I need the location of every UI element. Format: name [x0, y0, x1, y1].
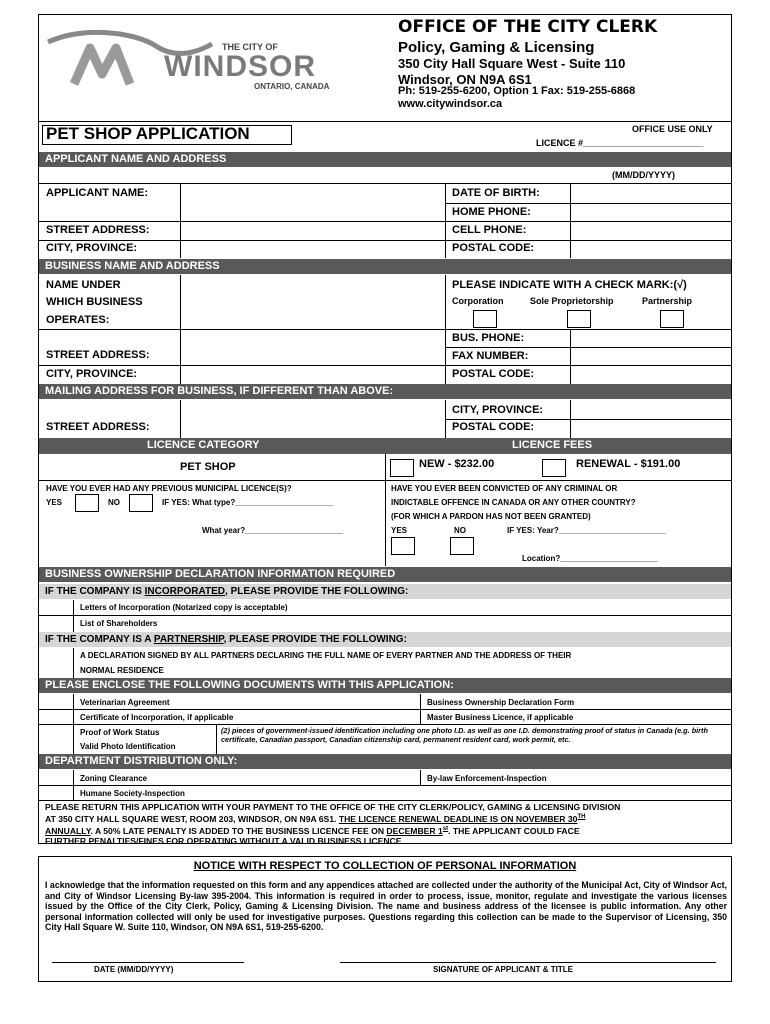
business-name-label-3: OPERATES: — [46, 314, 110, 326]
return-line-2b: THE LICENCE RENEWAL DEADLINE IS ON NOVEMBER 30 — [338, 813, 578, 824]
partnership-item-line-1: A DECLARATION SIGNED BY ALL PARTNERS DECLARING THE FULL NAME OF EVERY PARTNER AND THE ADDRESS OF THEIR — [80, 651, 572, 660]
licence-number-field[interactable]: LICENCE #________________________ — [536, 138, 704, 148]
return-line-2a: AT 350 CITY HALL SQUARE WEST, ROOM 203, WINDSOR, ON N9A 6S1. — [45, 813, 339, 824]
licence-category-heading: LICENCE CATEGORY — [147, 439, 260, 451]
criminal-year-field[interactable]: IF YES: Year?________________________ — [507, 526, 666, 535]
date-signature-input[interactable] — [52, 946, 244, 962]
licence-category-value: PET SHOP — [180, 461, 236, 473]
previous-licence-no-label: NO — [108, 498, 120, 507]
licence-header-bar — [39, 438, 731, 454]
criminal-yes-label: YES — [391, 526, 408, 535]
criminal-no-checkbox[interactable] — [450, 537, 474, 555]
return-line-3a: ANNUALLY — [45, 825, 91, 836]
section-mailing: MAILING ADDRESS FOR BUSINESS, IF DIFFERENT THAN ABOVE: — [39, 384, 731, 399]
business-name-label-2: WHICH BUSINESS — [46, 296, 143, 308]
renewal-fee-checkbox[interactable] — [542, 459, 566, 477]
business-city-input[interactable] — [181, 366, 444, 383]
partnership-heading-word: PARTNERSHIP — [153, 634, 224, 645]
criminal-question-line-2: INDICTABLE OFFENCE IN CANADA OR ANY OTHER COUNTRY? — [391, 498, 636, 507]
previous-licence-yes-label: YES — [46, 498, 63, 507]
section-ownership: BUSINESS OWNERSHIP DECLARATION INFORMATION REQUIRED — [39, 567, 731, 582]
previous-licence-year-field[interactable]: What year?______________________ — [202, 526, 344, 535]
return-line-3-sup: st — [442, 825, 449, 832]
mailing-postal-label: POSTAL CODE: — [452, 421, 535, 433]
return-line-1: PLEASE RETURN THIS APPLICATION WITH YOUR PAYMENT TO THE OFFICE OF THE CITY CLERK/POLICY, GAMING & LICENSING DIVISION — [45, 802, 621, 812]
business-city-label: CITY, PROVINCE: — [46, 368, 138, 380]
previous-licence-yes-checkbox[interactable] — [75, 494, 99, 512]
date-format-hint: (MM/DD/YYYY) — [612, 170, 675, 180]
sole-proprietorship-checkbox[interactable] — [567, 310, 591, 328]
business-postal-input[interactable] — [571, 366, 730, 383]
city-logo — [44, 24, 354, 94]
business-name-input[interactable] — [181, 276, 444, 328]
new-fee-label: NEW - $232.00 — [419, 458, 495, 470]
return-line-3b: . A 50% LATE PENALTY IS ADDED TO THE BUSINESS LICENCE FEE ON — [90, 825, 387, 836]
applicant-street-label: STREET ADDRESS: — [46, 224, 150, 236]
fax-label: FAX NUMBER: — [452, 350, 529, 362]
section-business: BUSINESS NAME AND ADDRESS — [39, 259, 731, 274]
mailing-street-label: STREET ADDRESS: — [46, 421, 150, 433]
form-title: PET SHOP APPLICATION — [46, 124, 250, 143]
criminal-location-field[interactable]: Location?______________________ — [522, 554, 659, 563]
business-street-input[interactable] — [181, 330, 444, 364]
header-dept: Policy, Gaming & Licensing — [398, 39, 595, 56]
partnership-heading — [39, 632, 731, 647]
check-mark-instruction: PLEASE INDICATE WITH A CHECK MARK:(√) — [452, 279, 687, 291]
licence-fees-heading: LICENCE FEES — [512, 439, 593, 451]
return-notice — [45, 802, 729, 846]
applicant-city-label: CITY, PROVINCE: — [46, 242, 138, 254]
doc-id-note: (2) pieces of government-issued identification including one photo I.D. as well as one I.D. demonstrating proof of status in Canada (e.g. birth certificate, Canadian passport, Canadian citizenship card, permanent resident card, work permit, etc. — [221, 726, 708, 744]
return-line-3 — [45, 824, 729, 836]
dist-bylaw: By-law Enforcement-Inspection — [427, 774, 547, 783]
header-phone: Ph: 519-255-6200, Option 1 Fax: 519-255-6868 — [398, 85, 636, 97]
applicant-signature-input[interactable] — [340, 946, 716, 962]
privacy-heading: NOTICE WITH RESPECT TO COLLECTION OF PERSONAL INFORMATION — [193, 860, 577, 872]
dob-input[interactable] — [571, 184, 730, 202]
header-addr2: Windsor, ON N9A 6S1 — [398, 72, 532, 87]
partnership-heading-pre: IF THE COMPANY IS A — [45, 634, 154, 645]
header-web: www.citywindsor.ca — [398, 98, 503, 110]
cell-phone-label: CELL PHONE: — [452, 224, 527, 236]
applicant-postal-label: POSTAL CODE: — [452, 242, 535, 254]
mailing-postal-input[interactable] — [571, 420, 730, 437]
business-name-label-1: NAME UNDER — [46, 279, 121, 291]
header-office: OFFICE OF THE CITY CLERK — [398, 17, 658, 37]
doc-ownership-declaration: Business Ownership Declaration Form — [427, 698, 575, 707]
incorporated-heading-pre: IF THE COMPANY IS — [45, 586, 145, 597]
doc-photo-id: Valid Photo Identification — [80, 742, 176, 751]
return-line-2 — [45, 812, 729, 824]
logo-main-text: WINDSOR — [164, 50, 316, 83]
doc-master-business-licence: Master Business Licence, if applicable — [427, 713, 574, 722]
bus-phone-input[interactable] — [571, 330, 730, 346]
applicant-name-label: APPLICANT NAME: — [46, 187, 149, 199]
logo-sub-text: ONTARIO, CANADA — [254, 82, 330, 91]
doc-vet-agreement: Veterinarian Agreement — [80, 698, 170, 707]
mailing-city-label: CITY, PROVINCE: — [452, 404, 544, 416]
section-documents: PLEASE ENCLOSE THE FOLLOWING DOCUMENTS WITH THIS APPLICATION: — [39, 678, 731, 693]
previous-licence-type-field[interactable]: IF YES: What type?______________________ — [162, 498, 334, 507]
applicant-name-input[interactable] — [181, 184, 444, 220]
partnership-heading-post: , PLEASE PROVIDE THE FOLLOWING: — [223, 634, 407, 645]
renewal-fee-label: RENEWAL - $191.00 — [576, 458, 681, 470]
return-line-3c: DECEMBER 1 — [386, 825, 443, 836]
criminal-no-label: NO — [454, 526, 466, 535]
partnership-label: Partnership — [642, 296, 693, 306]
section-distribution: DEPARTMENT DISTRIBUTION ONLY: — [39, 754, 731, 769]
section-applicant: APPLICANT NAME AND ADDRESS — [39, 152, 731, 167]
sole-proprietorship-label: Sole Proprietorship — [530, 296, 614, 306]
signature-label: SIGNATURE OF APPLICANT & TITLE — [433, 965, 573, 974]
corporation-checkbox[interactable] — [473, 310, 497, 328]
applicant-street-input[interactable] — [181, 222, 444, 239]
privacy-body: I acknowledge that the information requested on this form and any appendices attached are collected under the authority of the Municipal Act, City of Windsor Act, and City of Windsor Licensing By-law 395-2004. This information is required in order to process, issue, monitor, regulate and investigate the various licenses issued by the Office of the City Clerk, Policy, Gaming & Licensing Division. The name and business address of the licensee is public information. Any other personal information collected will only be used for investigative purposes. Questions regarding this collection can be made to the Supervisor of Licensing, 350 City Hall Square W. Suite 110, Windsor, ON N9A 6S1, 519-255-6200. — [45, 880, 727, 932]
business-street-label: STREET ADDRESS: — [46, 349, 150, 361]
cell-phone-input[interactable] — [571, 222, 730, 239]
previous-licence-no-checkbox[interactable] — [129, 494, 153, 512]
criminal-question-line-3: (FOR WHICH A PARDON HAS NOT BEEN GRANTED) — [391, 512, 591, 521]
header-addr1: 350 City Hall Square West - Suite 110 — [398, 56, 626, 71]
incorporated-heading — [39, 584, 731, 599]
partnership-checkbox[interactable] — [660, 310, 684, 328]
home-phone-input[interactable] — [571, 204, 730, 220]
date-signature-label: DATE (MM/DD/YYYY) — [94, 965, 174, 974]
criminal-yes-checkbox[interactable] — [391, 537, 415, 555]
dist-zoning: Zoning Clearance — [80, 774, 148, 783]
doc-certificate-incorporation: Certificate of Incorporation, if applicable — [80, 713, 234, 722]
mailing-city-input[interactable] — [571, 401, 730, 418]
applicant-city-input[interactable] — [181, 241, 444, 258]
return-line-2-sup: TH — [577, 814, 586, 820]
incorporated-heading-post: , PLEASE PROVIDE THE FOLLOWING: — [225, 586, 409, 597]
return-line-3d: . THE APPLICANT COULD FACE — [448, 825, 580, 836]
new-fee-checkbox[interactable] — [390, 459, 414, 477]
return-line-4: FURTHER PENALTIES/FINES FOR OPERATING WITHOUT A VALID BUSINESS LICENCE — [45, 835, 402, 846]
doc-proof-work-status: Proof of Work Status — [80, 728, 160, 737]
incorporated-item-shareholders: List of Shareholders — [80, 619, 158, 628]
dob-label: DATE OF BIRTH: — [452, 187, 540, 199]
bus-phone-label: BUS. PHONE: — [452, 332, 525, 344]
applicant-postal-input[interactable] — [571, 241, 730, 258]
office-use-label: OFFICE USE ONLY — [632, 124, 713, 134]
business-postal-label: POSTAL CODE: — [452, 368, 535, 380]
logo-top-text: THE CITY OF — [222, 42, 278, 52]
home-phone-label: HOME PHONE: — [452, 206, 531, 218]
dist-humane-society: Humane Society-Inspection — [80, 789, 185, 798]
fax-input[interactable] — [571, 348, 730, 364]
partnership-item-line-2: NORMAL RESIDENCE — [80, 666, 164, 675]
mailing-street-input[interactable] — [181, 401, 444, 437]
incorporated-item-letters: Letters of Incorporation (Notarized copy is acceptable) — [80, 603, 288, 612]
incorporated-heading-word: INCORPORATED — [144, 586, 226, 597]
criminal-question-line-1: HAVE YOU EVER BEEN CONVICTED OF ANY CRIMINAL OR — [391, 484, 618, 493]
corporation-label: Corporation — [452, 296, 504, 306]
previous-licence-question: HAVE YOU EVER HAD ANY PREVIOUS MUNICIPAL LICENCE(S)? — [46, 484, 292, 493]
